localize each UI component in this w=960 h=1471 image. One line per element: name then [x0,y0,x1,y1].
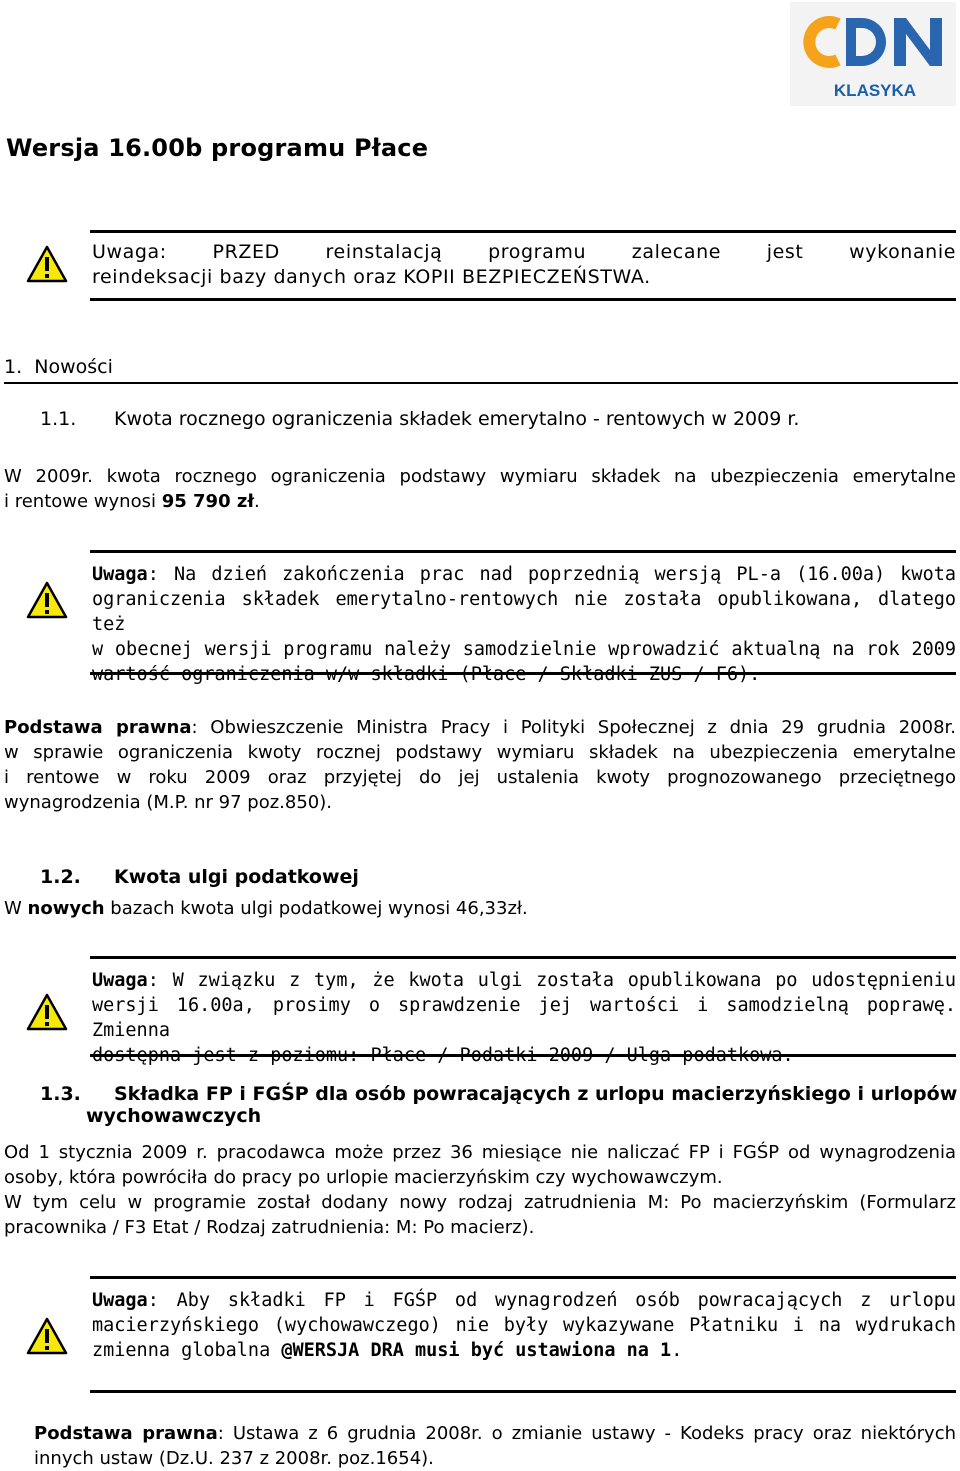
subsection-heading: 1.2. Kwota ulgi podatkowej [40,866,359,888]
paragraph: Od 1 stycznia 2009 r. pracodawca może przez 36 miesiące nie naliczać FP i FGŚP od wynagrodzenia osoby, która powróciła do pracy po urlopie macierzyńskim czy wychowawczym. W tym celu w programie został dodany nowy rodzaj zatrudnienia M: Po macierzyńskim (Formularz pracownika / F3 Etat / Rodzaj zatrudnienia: M: Po macierz). [4,1142,956,1238]
warning-icon [26,580,68,620]
divider [90,550,956,553]
warning-icon [26,1316,68,1356]
warning-icon [26,244,68,284]
divider [90,956,956,959]
note-tax-relief: Uwaga: W związku z tym, że kwota ulgi została opublikowana po udostępnieniu wersji 16.00a, prosimy o sprawdzenie jej wartości i samodzielną poprawę. Zmienna dostępna jest z poziomu: Płace / Podatki 2009 / Ulga podatkowa. [92,970,956,1066]
note-wersja-dra: Uwaga: Aby składki FP i FGŚP od wynagrodzeń osób powracających z urlopu macierzyńskiego (wychowawczego) nie były wykazywane Płatniku i na wydrukach zmienna globalna @WERSJA DRA musi być ustawiona na 1. [92,1290,956,1361]
page-title: Wersja 16.00b programu Płace [6,134,429,162]
divider [90,298,956,301]
cdn-klasyka-logo [790,2,956,106]
divider [90,1390,956,1393]
logo-subtitle: KLASYKA [833,81,917,100]
legal-basis: Podstawa prawna: Obwieszczenie Ministra Pracy i Polityki Społecznej z dnia 29 grudnia 2008r. w sprawie ograniczenia kwoty rocznej podstawy wymiaru składek na ubezpieczenia emerytalne i rentowe w roku 2009 oraz przyjętej do jej ustalenia kwoty prognozowanego przeciętnego wynagrodzenia (M.P. nr 97 poz.850). [4,717,957,813]
divider [90,672,956,675]
paragraph: W 2009r. kwota rocznego ograniczenia podstawy wymiaru składek na ubezpieczenia emerytalne i rentowe wynosi 95 790 zł. [4,466,956,512]
paragraph: W nowych bazach kwota ulgi podatkowej wynosi 46,33zł. [4,898,528,919]
subsection-heading: 1.3. Składka FP i FGŚP dla osób powracających z urlopu macierzyńskiego i urlopów wychowawczych [40,1083,958,1127]
section-heading: 1. Nowości [4,356,113,378]
divider [4,382,958,384]
divider [90,1054,956,1057]
legal-basis: Podstawa prawna: Ustawa z 6 grudnia 2008r. o zmianie ustawy - Kodeks pracy oraz niektórych innych ustaw (Dz.U. 237 z 2008r. poz.1654). [34,1423,956,1469]
subsection-heading: 1.1. Kwota rocznego ograniczenia składek emerytalno - rentowych w 2009 r. [40,408,800,430]
divider [90,1276,956,1279]
divider [90,230,956,233]
warning-icon [26,992,68,1032]
note-limit: Uwaga: Na dzień zakończenia prac nad poprzednią wersją PL-a (16.00a) kwota ograniczenia składek emerytalno-rentowych nie została opublikowana, dlatego też w obecnej wersji programu należy samodzielnie wprowadzić aktualną na rok 2009 wartość ograniczenia w/w składki (Płace / Składki ZUS / F6). [92,564,956,685]
warning-reinstall: Uwaga: PRZED reinstalacją programu zalecane jest wykonanie reindeksacji bazy danych oraz KOPII BEZPIECZEŃSTWA. [92,241,956,288]
